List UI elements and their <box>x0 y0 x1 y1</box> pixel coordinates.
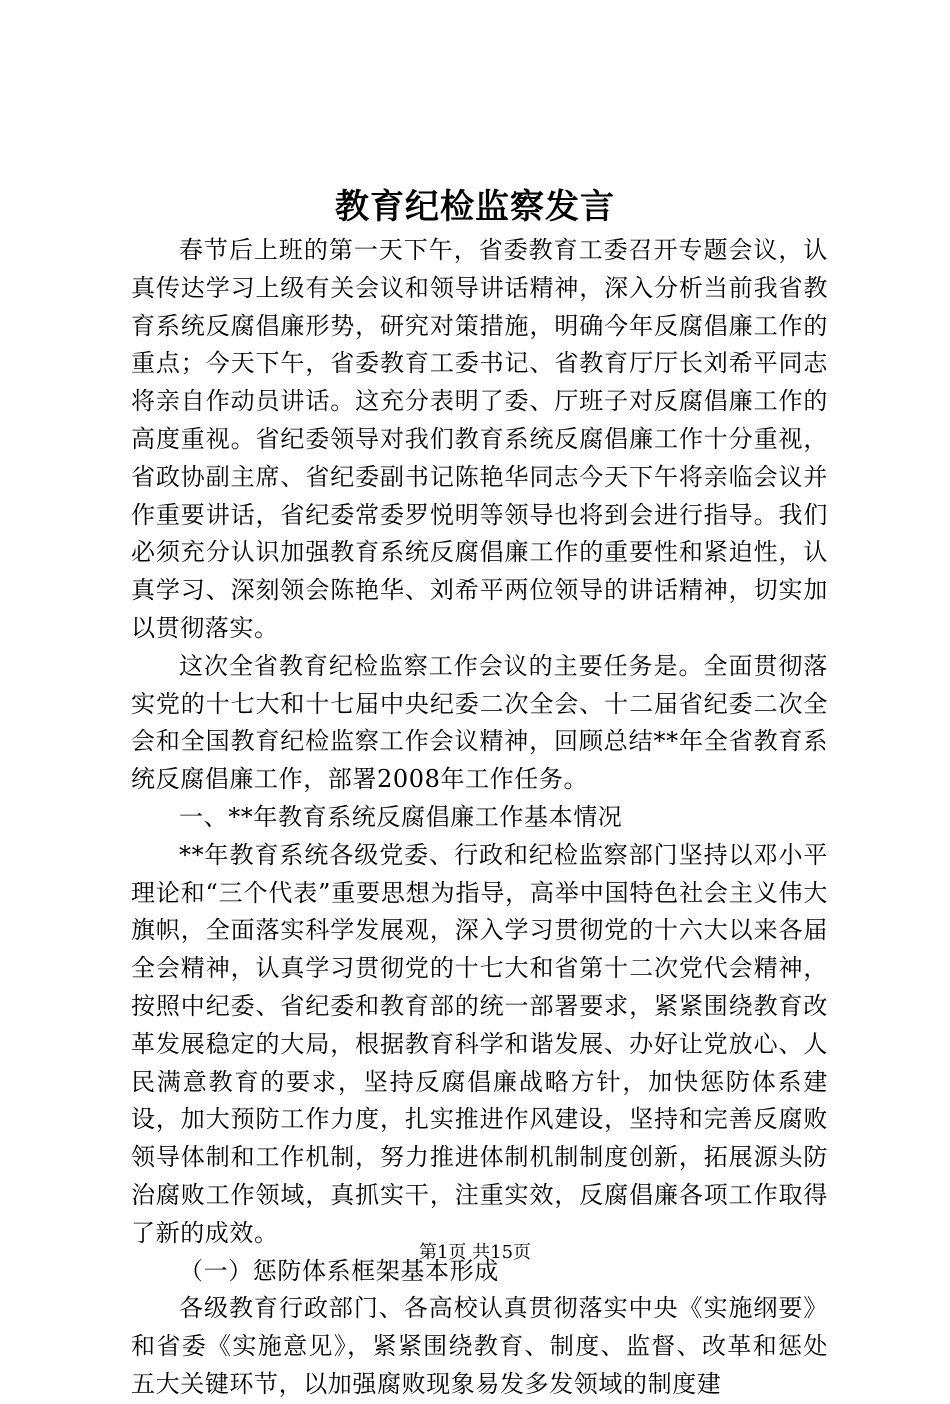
paragraph-meeting-task: 这次全省教育纪检监察工作会议的主要任务是。全面贯彻落实党的十七大和十七届中央纪委二次全会、十二届省纪委二次全会和全国教育纪检监察工作会议精神，回顾总结**年全省教育系统反腐倡廉工作，部署2008年工作任务。 <box>131 651 828 794</box>
paragraph-basic-situation: **年教育系统各级党委、行政和纪检监察部门坚持以邓小平理论和“三个代表”重要思想为指导，高举中国特色社会主义伟大旗帜，全面落实科学发展观，深入学习贯彻党的十六大以来各届全会精神，认真学习贯彻党的十七大和省第十二次党代会精神，按照中纪委、省纪委和教育部的统一部署要求，紧紧围绕教育改革发展稳定的大局，根据教育科学和谐发展、办好让党放心、人民满意教育的要求，坚持反腐倡廉战略方针，加快惩防体系建设，加大预防工作力度，扎实推进作风建设，坚持和完善反腐败领导体制和工作机制，努力推进体制机制制度创新，拓展源头防治腐败工作领域，真抓实干，注重实效，反腐倡廉各项工作取得了新的成效。 <box>131 840 828 1247</box>
paragraph-framework: 各级教育行政部门、各高校认真贯彻落实中央《实施纲要》和省委《实施意见》，紧紧围绕教育、制度、监督、改革和惩处五大关键环节，以加强腐败现象易发多发领域的制度建 <box>131 1294 828 1398</box>
paragraph-intro: 春节后上班的第一天下午，省委教育工委召开专题会议，认真传达学习上级有关会议和领导讲话精神，深入分析当前我省教育系统反腐倡廉形势，研究对策措施，明确今年反腐倡廉工作的重点；今天下午，省委教育工委书记、省教育厅厅长刘希平同志将亲自作动员讲话。这充分表明了委、厅班子对反腐倡廉工作的高度重视。省纪委领导对我们教育系统反腐倡廉工作十分重视，省政协副主席、省纪委副书记陈艳华同志今天下午将亲临会议并作重要讲话，省纪委常委罗悦明等领导也将到会进行指导。我们必须充分认识加强教育系统反腐倡廉工作的重要性和紧迫性，认真学习、深刻领会陈艳华、刘希平两位领导的讲话精神，切实加以贯彻落实。 <box>131 236 828 642</box>
section-heading-1: 一、**年教育系统反腐倡廉工作基本情况 <box>179 802 623 831</box>
subsection-heading-1: （一）惩防体系框架基本形成 <box>179 1256 499 1285</box>
page-number-footer: 第1页 共15页 <box>418 1242 532 1263</box>
document-title: 教育纪检监察发言 <box>335 187 615 227</box>
document-body <box>131 232 828 1404</box>
